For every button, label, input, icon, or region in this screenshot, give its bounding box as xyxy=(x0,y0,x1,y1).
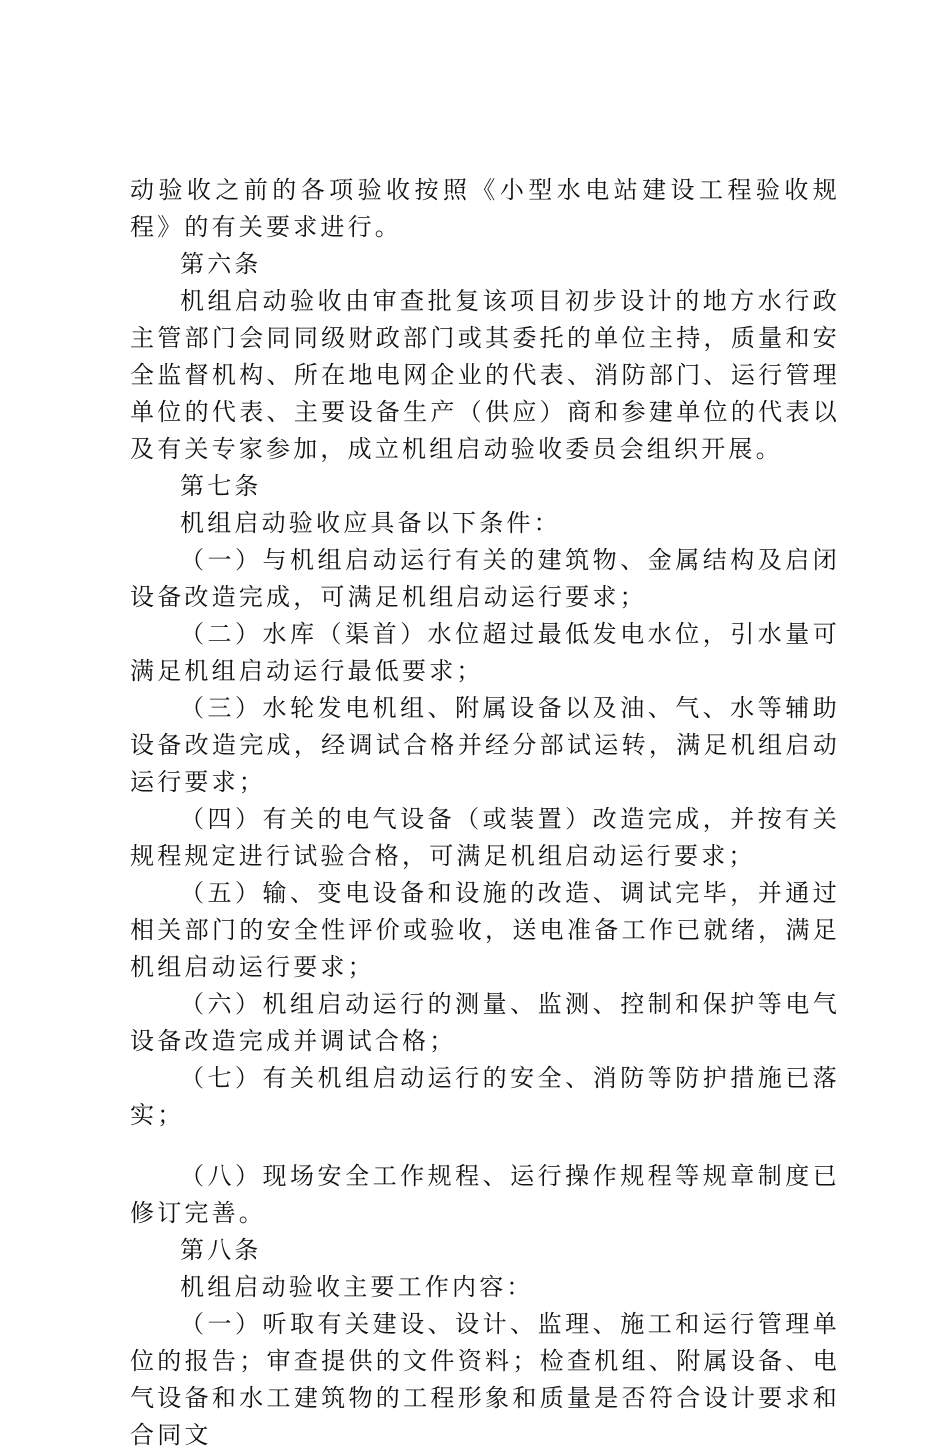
article-6-heading: 第六条 xyxy=(180,250,262,278)
article-7-item-3: （三）水轮发电机组、附属设备以及油、气、水等辅助设备改造完成，经调试合格并经分部试运转，满足机组启动运行要求； xyxy=(130,694,840,796)
article-7-item-1: （一）与机组启动运行有关的建筑物、金属结构及启闭设备改造完成，可满足机组启动运行要求； xyxy=(130,546,840,611)
article-7-item-8: （八）现场安全工作规程、运行操作规程等规章制度已修订完善。 xyxy=(130,1162,840,1227)
article-8-heading: 第八条 xyxy=(180,1236,262,1264)
article-7-item-4: （四）有关的电气设备（或装置）改造完成，并按有关规程规定进行试验合格，可满足机组启动运行要求； xyxy=(130,805,840,870)
article-8-intro: 机组启动验收主要工作内容： xyxy=(180,1273,534,1301)
article-7-intro: 机组启动验收应具备以下条件： xyxy=(180,509,561,537)
paragraph-continuation: 动验收之前的各项验收按照《小型水电站建设工程验收规程》的有关要求进行。 xyxy=(130,176,840,241)
article-7-heading: 第七条 xyxy=(180,472,262,500)
article-6-body: 机组启动验收由审查批复该项目初步设计的地方水行政主管部门会同同级财政部门或其委托的单位主持，质量和安全监督机构、所在地电网企业的代表、消防部门、运行管理单位的代表、主要设备生产（供应）商和参建单位的代表以及有关专家参加，成立机组启动验收委员会组织开展。 xyxy=(130,287,840,463)
article-7-item-6: （六）机组启动运行的测量、监测、控制和保护等电气设备改造完成并调试合格； xyxy=(130,990,840,1055)
article-7-item-7: （七）有关机组启动运行的安全、消防等防护措施已落实； xyxy=(130,1064,840,1129)
article-7-item-5: （五）输、变电设备和设施的改造、调试完毕，并通过相关部门的安全性评价或验收，送电准备工作已就绪，满足机组启动运行要求； xyxy=(130,879,840,981)
article-7-item-2: （二）水库（渠首）水位超过最低发电水位，引水量可满足机组启动运行最低要求； xyxy=(130,620,840,685)
article-8-item-1: （一）听取有关建设、设计、监理、施工和运行管理单位的报告；审查提供的文件资料；检查机组、附属设备、电气设备和水工建筑物的工程形象和质量是否符合设计要求和合同文 xyxy=(130,1310,840,1449)
document-body xyxy=(130,172,840,1454)
